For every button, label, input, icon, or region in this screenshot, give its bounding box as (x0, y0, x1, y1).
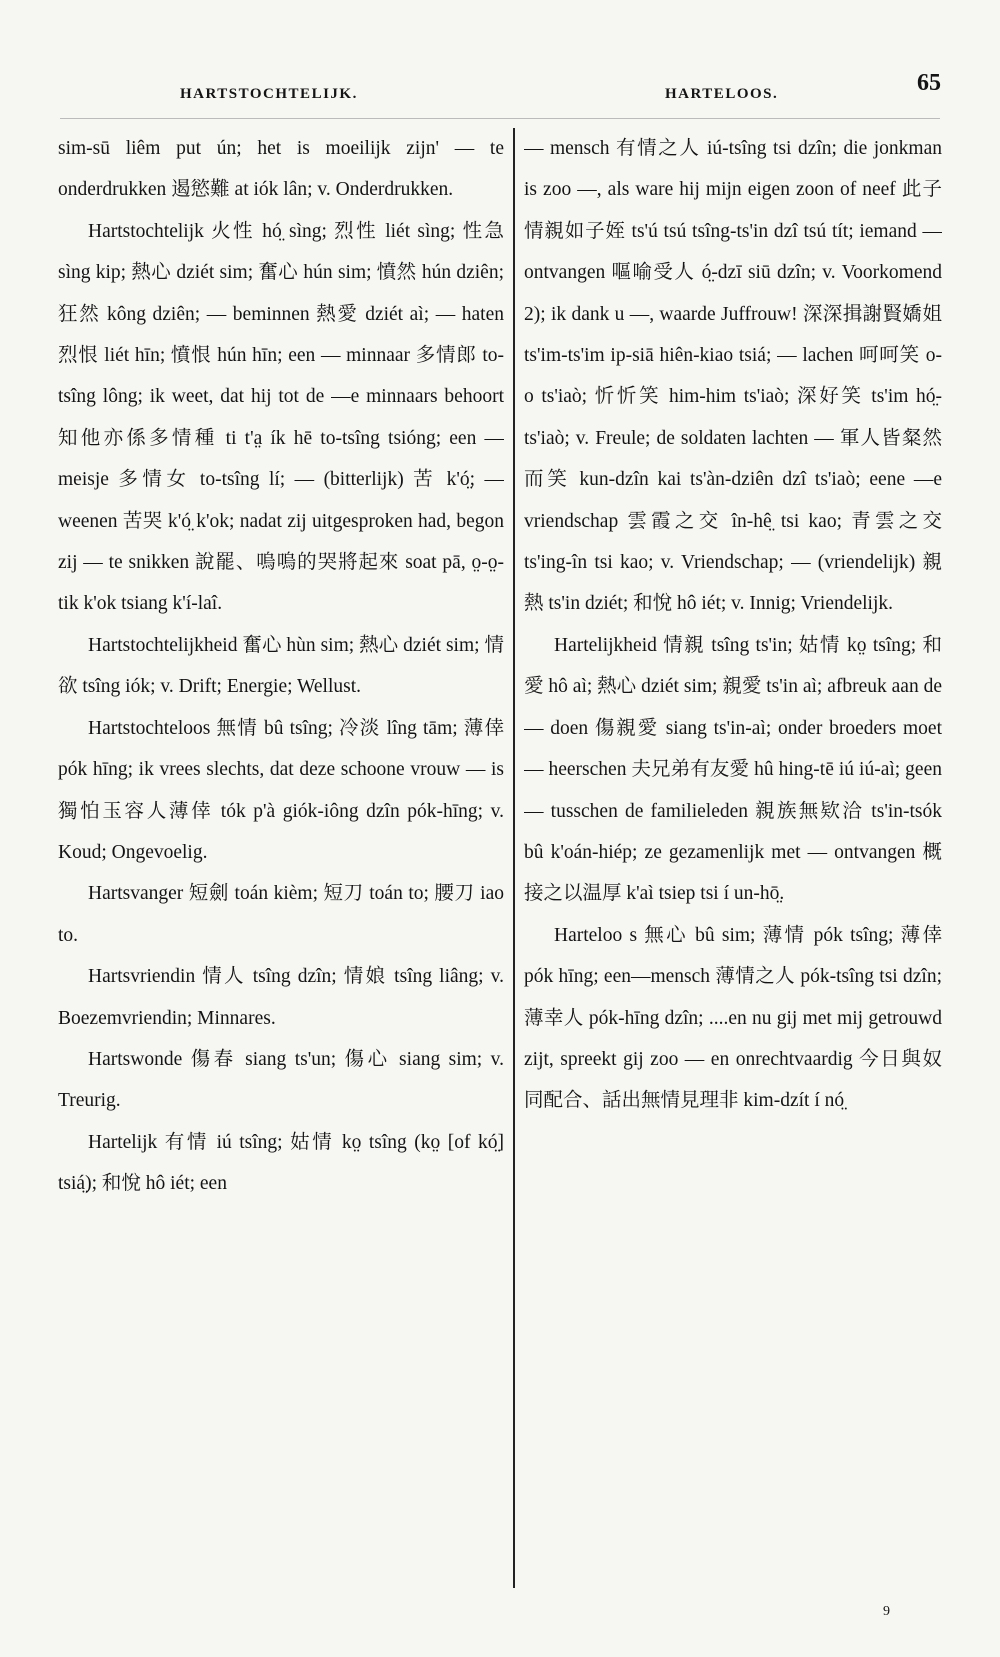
entry-hartsvanger: Hartsvanger 短劍 toán kièm; 短刀 toán to; 腰刀 iao to. (58, 883, 504, 946)
header-rule (60, 118, 940, 119)
running-header-right: HARTELOOS. (665, 86, 779, 102)
entry-hartstochtelijk: Hartstochtelijk 火性 hó̤ sìng; 烈性 liét sìng; 性急 sìng kip; 熱心 dziét sim; 奮心 hún sim; 憤然 hún dziên; 狂然 kông dziên; — beminnen 熱愛 dziét aì; — haten 烈恨 liét hīn; 憤恨 hún hīn; een — minnaar 多情郎 to-tsîng lông; ik weet, dat hij tot de —e minnaars behoort 知他亦係多情種 ti t'a̤ ík hē to-tsîng tsióng; een — meisje 多情女 to-tsîng lí; — (bitterlijk) 苦 k'ó̤; — weenen 苦哭 k'ó̤ k'ok; nadat zij uitgesproken had, begon zij — te snikken 說罷、嗚嗚的哭將起來 soat pā, o̤-o̤-tik k'ok tsiang k'í-laî. (58, 220, 504, 615)
entry-hartelijkheid: Hartelijkheid 情親 tsîng ts'in; 姑情 ko̤ tsîng; 和愛 hô aì; 熱心 dziét sim; 親愛 ts'in aì; afbreuk aan de — doen 傷親愛 siang ts'in-aì; onder broeders moet — heerschen 夫兄弟有友愛 hû hing-tē iú iú-aì; geen — tusschen de familieleden 親族無欵洽 ts'in-tsók bû k'oán-hiép; ze gezamenlijk met — ontvangen 概接之以温厚 k'aì tsiep tsi í un-hō̤. (524, 634, 942, 905)
left-column (58, 128, 504, 1595)
right-column (524, 128, 942, 1595)
entry-harteloos: Harteloo s 無心 bû sim; 薄情 pók tsîng; 薄倖 pók hīng; een—mensch 薄情之人 pók-tsîng tsi dzîn; 薄幸人 pók-hīng dzîn; ....en nu gij met mij getrouwd zijt, spreekt gij zoo — en onrechtvaardig 今日與奴同配合、話出無情見理非 kim-dzít í nó̤ (524, 924, 942, 1112)
entry-continuation: — mensch 有情之人 iú-tsîng tsi dzîn; die jonkman is zoo —, als ware hij mijn eigen zoon of neef 此子情親如子姪 ts'ú tsú tsîng-ts'in dzî tsú tít; iemand — ontvangen 嘔喻受人 ó̤-dzī siū dzîn; v. Voorkomend 2); ik dank u —, waarde Juffrouw! 深深揖謝賢嬌姐 ts'im-ts'im ip-siā hiên-kiao tsiá; — lachen 呵呵笑 o-o ts'iaò; 忻忻笑 him-him ts'iaò; 深好笑 ts'im hó̤-ts'iaò; v. Freule; de soldaten lachten — 軍人皆粲然而笑 kun-dzîn kai ts'àn-dziên dzî ts'iaò; eene —e vriendschap 雲霞之交 în-hê̤ tsi kao; 青雲之交 ts'ing-în tsi kao; v. Vriendschap; — (vriendelijk) 親熱 ts'in dziét; 和悅 hô iét; v. Innig; Vriendelijk. (524, 138, 942, 615)
page-number: 65 (917, 70, 941, 96)
entry-hartstochtelijkheid: Hartstochtelijkheid 奮心 hùn sim; 熱心 dziét sim; 情欲 tsîng iók; v. Drift; Energie; Wellust. (58, 634, 504, 698)
signature-mark: 9 (883, 1604, 890, 1619)
running-header-left: HARTSTOCHTELIJK. (180, 86, 358, 102)
entry-hartelijk: Hartelijk 有情 iú tsîng; 姑情 ko̤ tsîng (ko̤ [of kó̤] tsiá̤); 和悅 hô iét; een (58, 1131, 504, 1195)
entry-hartstochteloos: Hartstochteloos 無情 bû tsîng; 冷淡 lîng tām; 薄倖 pók hīng; ik vrees slechts, dat deze schoone vrouw — is 獨怕玉容人薄倖 tók p'à giók-iông dzîn pók-hīng; v. Koud; Ongevoelig. (58, 717, 504, 863)
entry-hartswonde: Hartswonde 傷春 siang ts'un; 傷心 siang sim; v. Treurig. (58, 1048, 504, 1112)
entry-hartsvriendin: Hartsvriendin 情人 tsîng dzîn; 情娘 tsîng liâng; v. Boezemvriendin; Minnares. (58, 966, 504, 1029)
column-divider (513, 128, 515, 1588)
entry-continuation: sim-sū liêm put ún; het is moeilijk zijn' — te onderdrukken 遏慾難 at iók lân; v. Onderdrukken. (58, 138, 504, 201)
